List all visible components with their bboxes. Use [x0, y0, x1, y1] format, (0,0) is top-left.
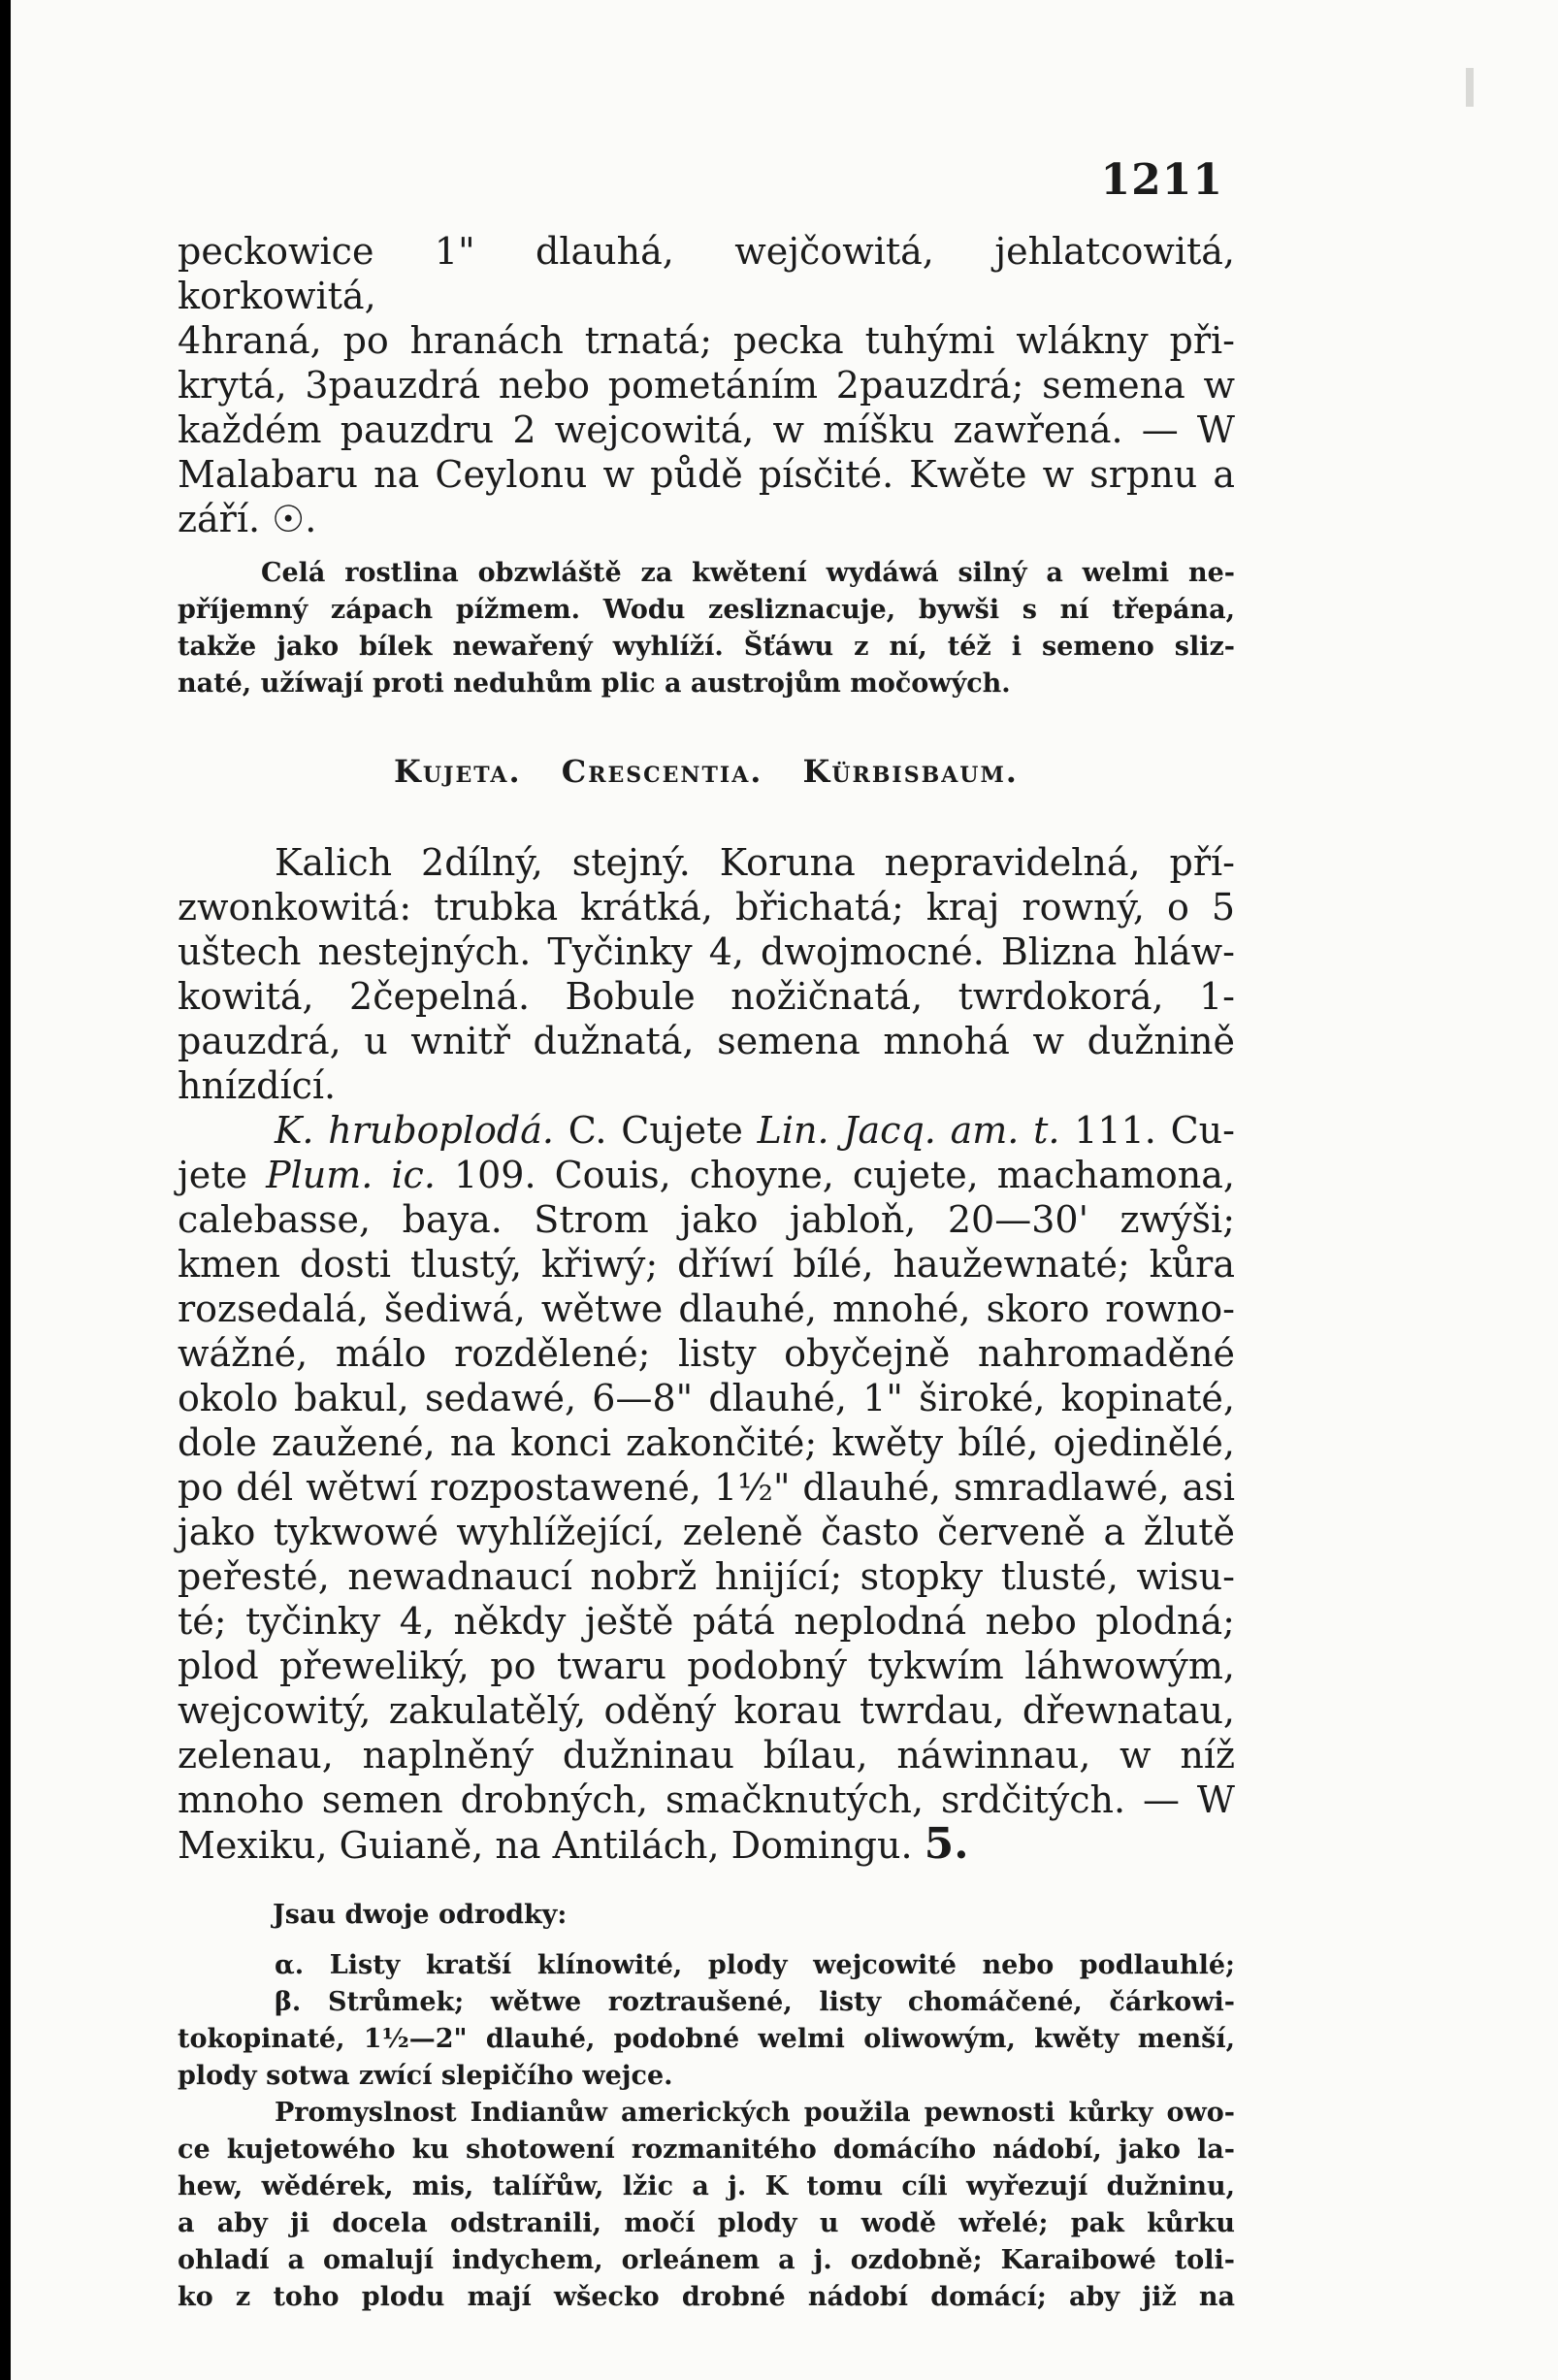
text-line: calebasse, baya. Strom jako jabloň, 20—30' zwýši;: [178, 1198, 1235, 1241]
species-name: K. hruboplodá.: [275, 1109, 554, 1152]
text-line: kowitá, 2čepelná. Bobule nožičnatá, twrdokorá, 1-: [178, 975, 1235, 1018]
text-line: příjemný zápach pížmem. Wodu zesliznacuje, bywši s ní třepána,: [178, 595, 1235, 625]
text-line: [178, 497, 1235, 541]
reference-plumier: Plum. ic.: [266, 1154, 436, 1196]
variety-beta: β. Strůmek; wětwe roztraušené, listy chomáčené, čárkowi-: [275, 1987, 1235, 2017]
text-line: po dél wětwí rozpostawené, 1½" dlauhé, smradlawé, asi: [178, 1466, 1235, 1509]
heading-german: Kürbisbaum.: [802, 753, 1019, 790]
genus-description: [178, 840, 1235, 1108]
text-line: tokopinaté, 1½—2" dlauhé, podobné welmi oliwowým, kwěty menší,: [178, 2024, 1235, 2054]
page-number: 1211: [1100, 155, 1223, 205]
text-line: každém pauzdru 2 wejcowitá, w míšku zawřená. — W: [178, 408, 1235, 451]
text-line: hnízdící.: [178, 1064, 337, 1107]
text-line: uštech nestejných. Tyčinky 4, dwojmocné. Blizna hláw-: [178, 930, 1235, 973]
text-line: naté, užíwají proti neduhům plic a austrojům močowých.: [178, 668, 1011, 699]
text-line: dole zaužené, na konci zakončité; kwěty bílé, ojedinělé,: [178, 1421, 1235, 1464]
intro-paragraph: [178, 229, 1235, 541]
text-line: ce kujetowého ku shotowení rozmanitého domácího nádobí, jako la-: [178, 2135, 1235, 2165]
text-line: wejcowitý, zakulatělý, oděný korau twrdau, dřewnatau,: [178, 1689, 1235, 1732]
reference-author: Lin. Jacq. am. t.: [757, 1109, 1060, 1152]
text-fragment: 111. Cu-: [1074, 1109, 1235, 1152]
annual-symbol-icon: ☉.: [272, 498, 317, 540]
text-line: krytá, 3pauzdrá nebo pometáním 2pauzdrá; semena w: [178, 364, 1235, 407]
genus-heading: [178, 753, 1235, 790]
text-fragment: C. Cujete: [568, 1109, 743, 1152]
text-line: a aby ji docela odstranili, močí plody u wodě wřelé; pak kůrku: [178, 2208, 1235, 2238]
varieties-list: [178, 1947, 1235, 2095]
text-line: plod přeweliký, po twaru podobný tykwím láhwowým,: [178, 1645, 1235, 1687]
text-line: Kalich 2dílný, stejný. Koruna nepravidelná, pří-: [275, 841, 1235, 884]
text-fragment: 109. Couis, choyne, cujete, machamona,: [453, 1154, 1235, 1196]
heading-latin: Crescentia.: [561, 753, 763, 790]
text-line: [178, 1153, 1235, 1197]
text-line: rozsedalá, šediwá, wětwe dlauhé, mnohé, skoro rowno-: [178, 1288, 1235, 1330]
text-line: okolo bakul, sedawé, 6—8" dlauhé, 1" široké, kopinaté,: [178, 1377, 1235, 1419]
text-line: zwonkowitá: trubka krátká, břichatá; kraj rowný, o 5: [178, 886, 1235, 929]
heading-czech: Kujeta.: [394, 753, 522, 790]
species-description: [178, 1108, 1235, 1868]
text-fragment: Mexiku, Guianě, na Antilách, Domingu.: [178, 1824, 913, 1867]
text-line: [178, 1819, 1235, 1869]
text-line: kmen dosti tlustý, křiwý; dříwí bílé, haužewnaté; kůra: [178, 1243, 1235, 1286]
text-line: [178, 1108, 1235, 1153]
text-line: peckowice 1" dlauhá, wejčowitá, jehlatcowitá, korkowitá,: [178, 230, 1235, 317]
text-line: hew, wědérek, mis, talířůw, lžic a j. K tomu cíli wyřezují dužninu,: [178, 2171, 1235, 2201]
perennial-symbol-icon: 5.: [924, 1819, 969, 1869]
note-paragraph: [178, 555, 1235, 702]
text-line: mnoho semen drobných, smačknutých, srdčitých. — W: [178, 1778, 1235, 1821]
text-line: té; tyčinky 4, někdy ještě pátá neplodná nebo plodná;: [178, 1600, 1235, 1643]
text-line: ko z toho plodu mají wšecko drobné nádobí domácí; aby již na: [178, 2282, 1235, 2312]
text-line: pauzdrá, u wnitř dužnatá, semena mnohá w dužnině: [178, 1020, 1235, 1062]
text-line: Malabaru na Ceylonu w půdě písčité. Kwěte w srpnu a: [178, 453, 1235, 496]
varieties-intro: Jsau dwoje odrodky:: [273, 1900, 568, 1930]
text-line: wážné, málo rozdělené; listy obyčejně nahromaděné: [178, 1332, 1235, 1375]
text-fragment: jete: [178, 1154, 248, 1196]
variety-alpha: α. Listy kratší klínowité, plody wejcowité nebo podlauhlé;: [275, 1950, 1235, 1980]
text-line: peřesté, newadnaucí nobrž hnijící; stopky tlusté, wisu-: [178, 1555, 1235, 1598]
text-line: takže jako bílek newařený wyhlíží. Šťáwu z ní, též i semeno sliz-: [178, 632, 1235, 662]
text-fragment: září.: [178, 498, 261, 540]
text-line: ohladí a omalují indychem, orleánem a j. ozdobně; Karaibowé toli-: [178, 2245, 1235, 2275]
note-paragraph-2: [178, 2095, 1235, 2316]
text-column: [178, 229, 1235, 2316]
book-page: [11, 0, 1558, 2380]
text-line: 4hraná, po hranách trnatá; pecka tuhými wlákny při-: [178, 319, 1235, 362]
scan-artifact: [1466, 68, 1474, 107]
text-line: zelenau, naplněný dužninau bílau, náwinnau, w níž: [178, 1734, 1235, 1777]
text-line: jako tykwowé wyhlížející, zeleně často červeně a žlutě: [178, 1511, 1235, 1553]
text-line: plody sotwa zwící slepičího wejce.: [178, 2061, 673, 2091]
varieties-section: [178, 1897, 1235, 1934]
text-line: Celá rostlina obzwláště za kwětení wydáwá silný a welmi ne-: [261, 558, 1235, 588]
text-line: Promyslnost Indianůw amerických použila pewnosti kůrky owo-: [275, 2098, 1235, 2128]
